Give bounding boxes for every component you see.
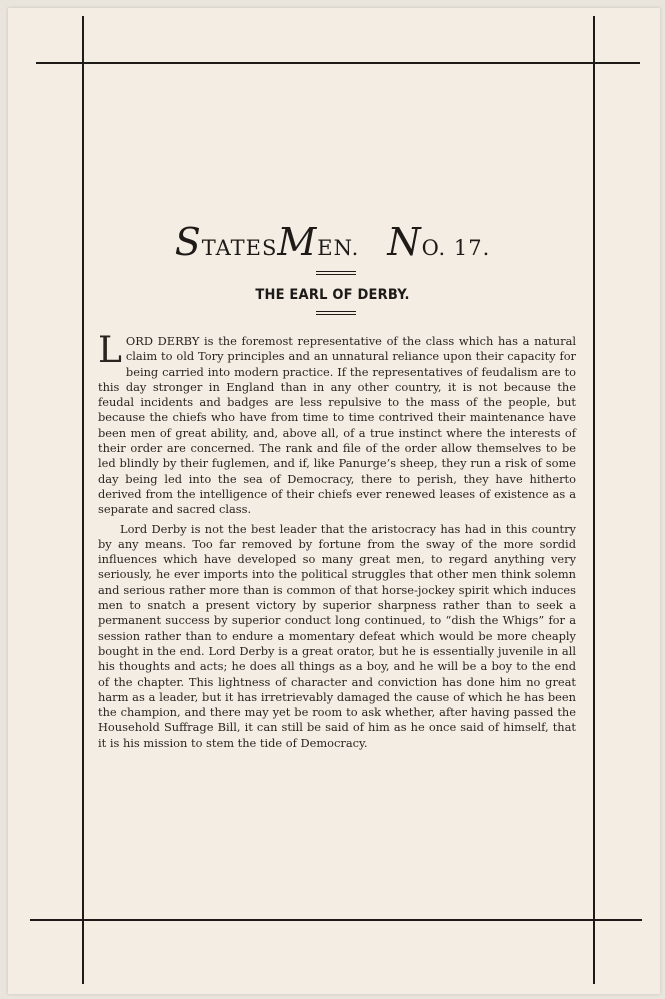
series-initial-m: M	[277, 220, 318, 264]
frame-rule-right	[593, 16, 595, 984]
article-body	[98, 330, 576, 751]
series-number: O. 17.	[421, 236, 491, 260]
series-heading	[0, 220, 665, 264]
title-rule-lower-2	[316, 314, 356, 315]
title-rule-upper-1	[316, 271, 356, 272]
series-word-part1: TATES	[201, 236, 278, 260]
frame-rule-left	[82, 16, 84, 984]
series-initial-s: S	[174, 220, 202, 264]
frame-rule-bottom	[30, 919, 642, 921]
series-word-part2: EN.	[317, 236, 360, 260]
title-rule-lower-1	[316, 311, 356, 312]
article-title: THE EARL OF DERBY.	[255, 287, 410, 303]
paragraph-2: Lord Derby is not the best leader that the aristocracy has had in this country by any means. Too far removed by fortune from the sway of the more sordid influences which have developed so many great men, to regard anything very seriously, he ever imports into the political struggles that other men think solemn and serious rather more than is common of that horse-jockey spirit which induces men to snatch a present victory by superior sharpness rather than to seek a permanent success by superior conduct long continued, to “dish the Whigs” for a session rather than to endure a momentary defeat which would be more cheaply bought in the end. Lord Derby is a great orator, but he is essentially juvenile in all his thoughts and acts; he does all things as a boy, and he will be a boy to the end of the chapter. This lightness of character and conviction has done him no great harm as a leader, but it has irretrievably damaged the cause of which he has been the champion, and there may yet be room to ask whether, after having passed the Household Suffrage Bill, it can still be said of him as he once said of himself, that it is his mission to stem the tide of Democracy.	[98, 521, 576, 750]
paragraph-1: LORD DERBY is the foremost representative of the class which has a natural claim to old Tory principles and an unnatural reliance upon their capacity for being carried into modern practice. If the representatives of feudalism are to this day stronger in England than in any other country, it is not because the feudal incidents and badges are less repulsive to the mass of the people, but because the chiefs who have from time to time contrived their maintenance have been men of great ability, and, above all, of a true instinct where the interests of their order are concerned. The rank and file of the order allow themselves to be led blindly by their fuglemen, and if, like Panurge’s sheep, they run a risk of some day being led into the sea of Democracy, there to perish, they have hitherto derived from the intelligence of their chiefs ever renewed leases of existence as a separate and sacred class.	[98, 330, 576, 517]
number-initial-n: N	[387, 220, 422, 264]
frame-rule-top	[36, 62, 640, 64]
title-rule-upper-2	[316, 274, 356, 275]
